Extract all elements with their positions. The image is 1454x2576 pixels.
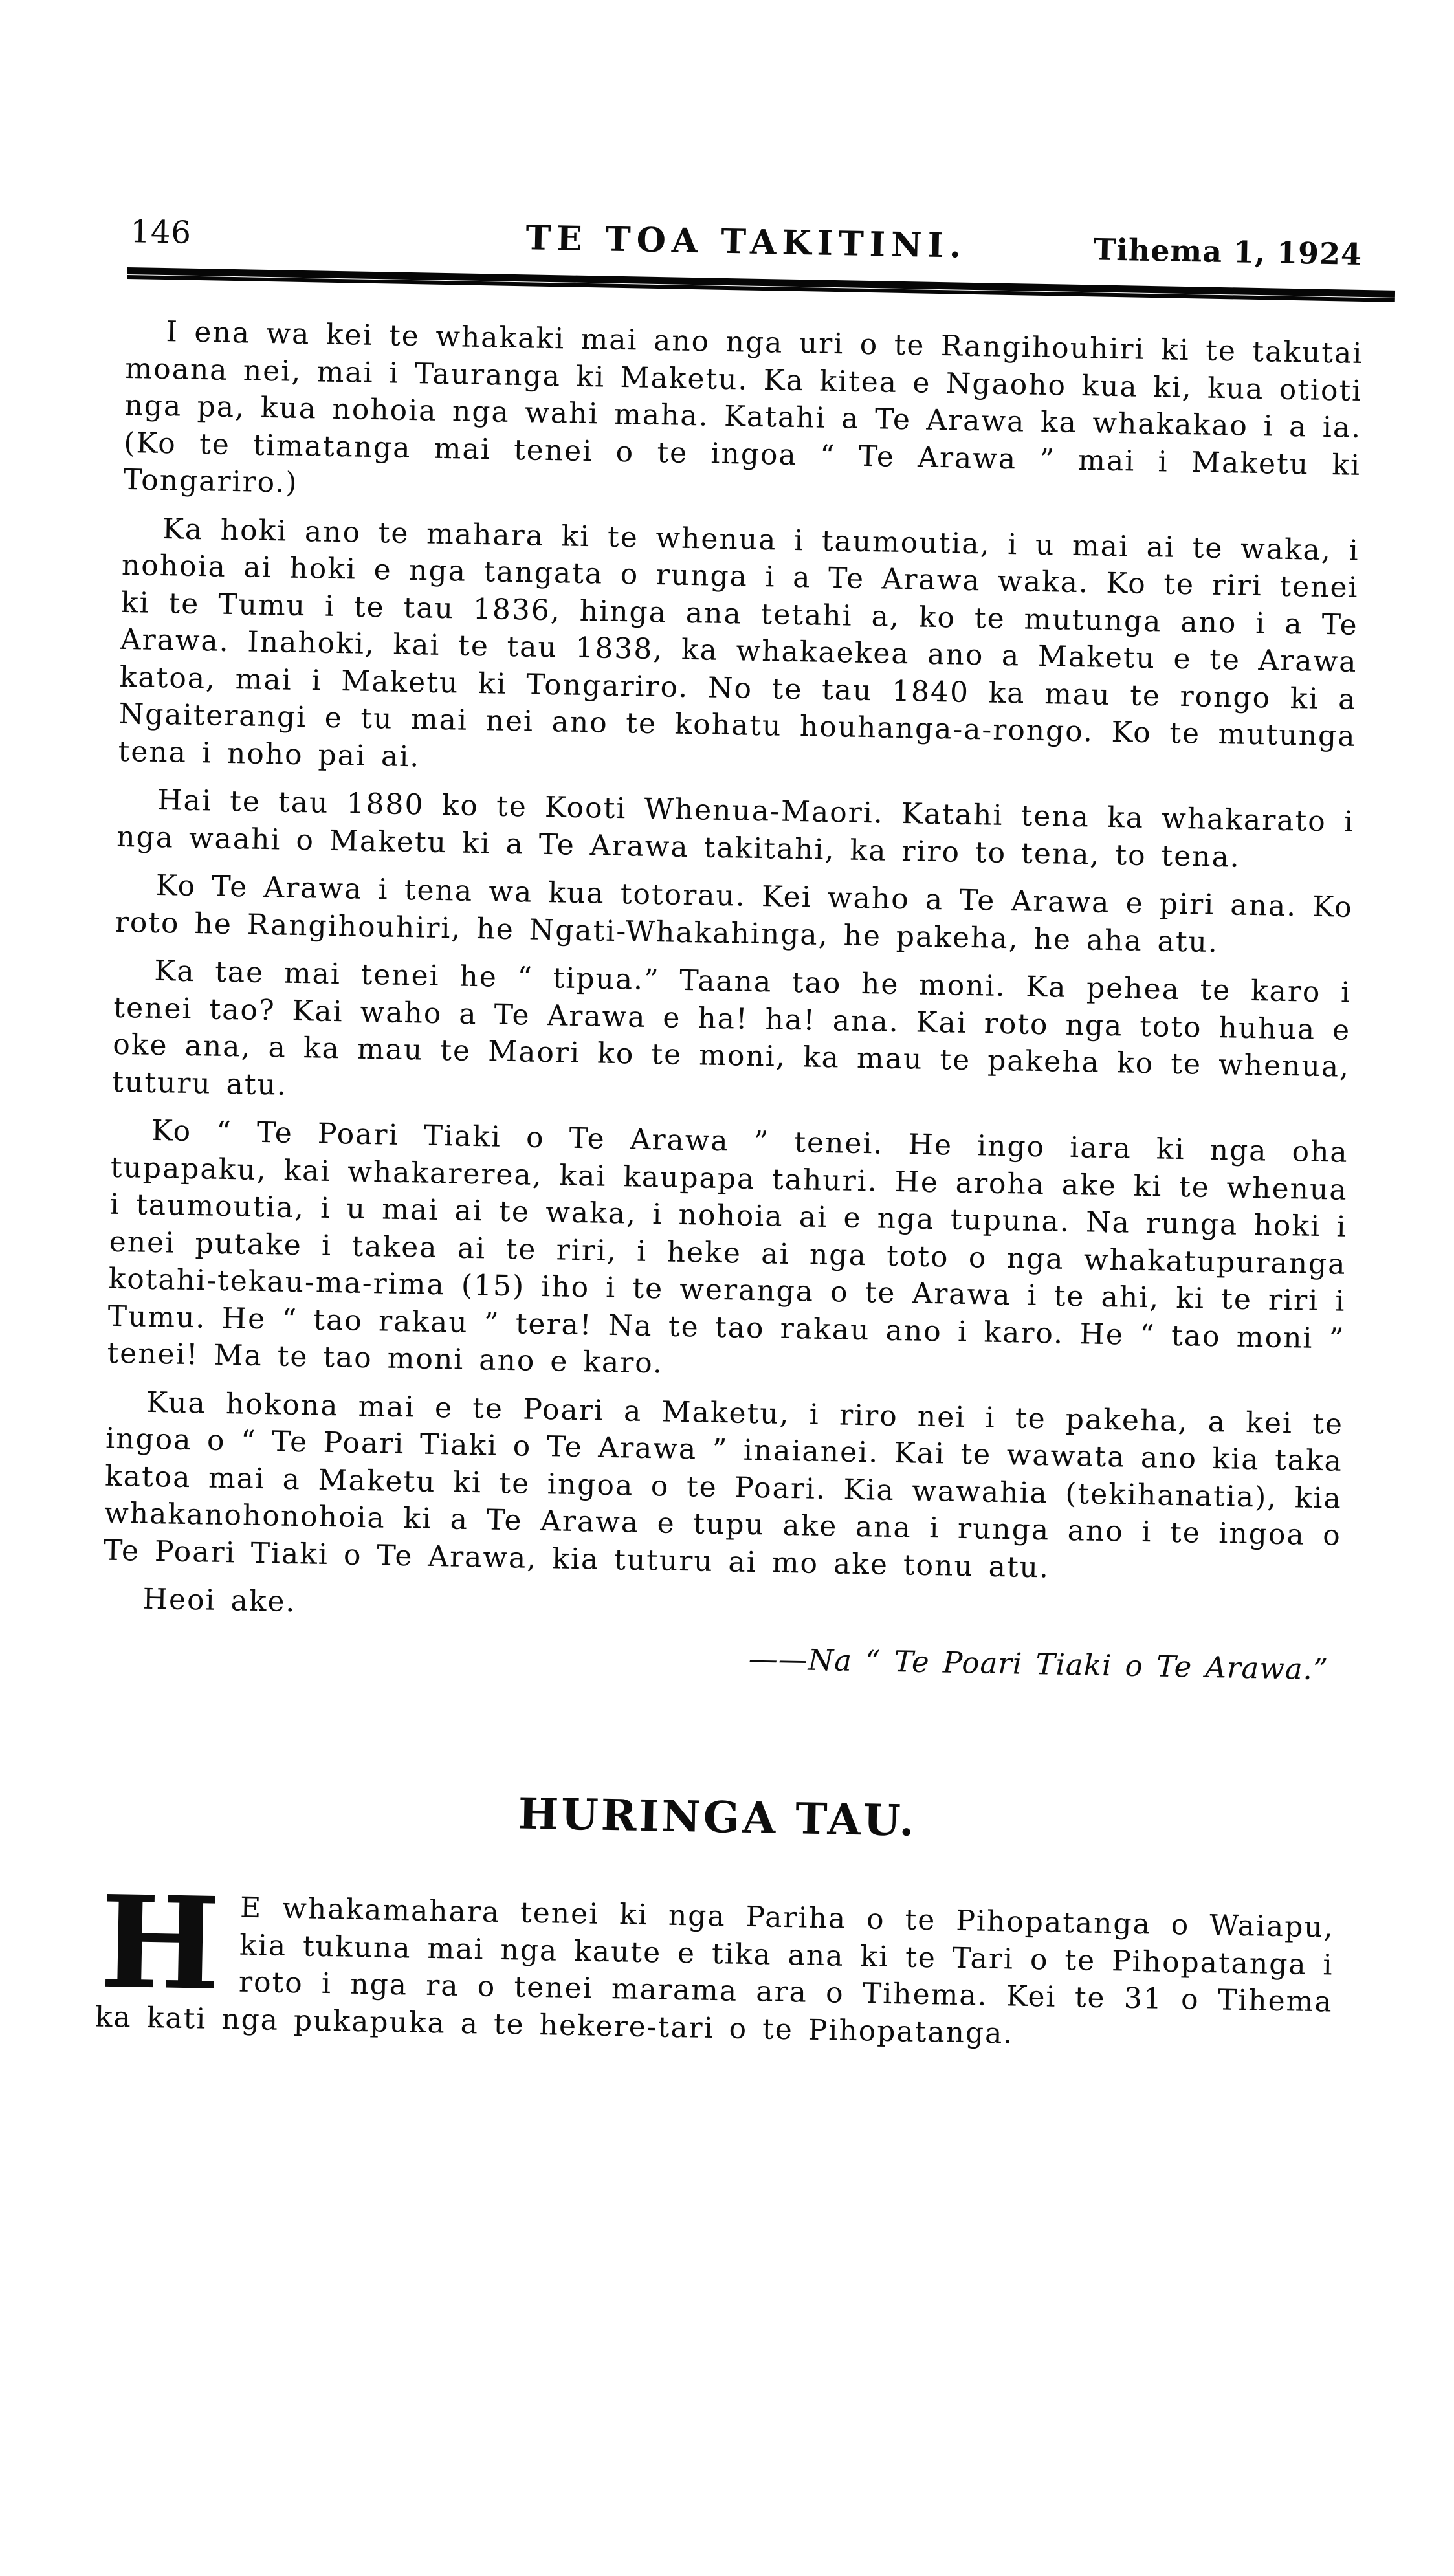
closing-line: Heoi ake. bbox=[142, 1582, 297, 1619]
article-body bbox=[102, 313, 1363, 1688]
masthead bbox=[127, 211, 1365, 273]
page-content bbox=[94, 211, 1365, 2058]
journal-title: TE TOA TAKITINI. bbox=[525, 218, 967, 266]
paragraph: Ko “ Te Poari Tiaki o Te Arawa ” tenei. He ingo iara ki nga oha tupapaku, kai whakarerea, kai kaupapa tahuri. He aroha ake ki te whenua i taumoutia, i u mai ai te waka, i nohoia ai e nga tupuna. Na runga hoki i enei putake i takea ai te riri, i heke ai nga toto o nga whakatupuranga kotahi-tekau-ma-rima (15) iho i te weranga o te Arawa i te ahi, ki te riri i Tumu. He “ tao rakau ” tera! Na te tao rakau ano i karo. He “ tao moni ” tenei! Ma te tao moni ano e karo. bbox=[107, 1114, 1349, 1380]
drop-cap-letter: H bbox=[98, 1867, 223, 2020]
article-signature: ——Na “ Te Poari Tiaki o Te Arawa.” bbox=[748, 1641, 1329, 1686]
paragraph: Ka tae mai tenei he “ tipua.” Taana tao he moni. Ka pehea te karo i tenei tao? Kai waho a Te Arawa e ha! ha! ana. Kai roto nga toto huhua e oke ana, a ka mau te Maori ko te moni, ka mau te pakeha ko te whenua, tuturu atu. bbox=[111, 954, 1352, 1102]
issue-date: Tihema 1, 1924 bbox=[1093, 232, 1363, 272]
section-paragraph: E whakamahara tenei ki nga Pariha o te Pihopatanga o Waiapu, kia tukuna mai nga kaute e tika ana ki te Tari o te Pihopatanga i roto i nga ra o tenei marama ara o Tihema. Kei te 31 o Tihema ka kati nga pukapuka a te hekere-tari o te Pihopatanga. bbox=[94, 1891, 1335, 2051]
section-heading: HURINGA TAU. bbox=[518, 1788, 918, 1846]
paragraph: Hai te tau 1880 ko te Kooti Whenua-Maori. Katahi tena ka whakarato i nga waahi o Maketu ki a Te Arawa takitahi, ka riro to tena, to tena. bbox=[116, 783, 1355, 874]
paragraph: Ko Te Arawa i tena wa kua totorau. Kei waho a Te Arawa e piri ana. Ko roto he Rangihouhiri, he Ngati-Whakahinga, he pakeha, he aha atu. bbox=[115, 868, 1354, 959]
paragraph: Kua hokona mai e te Poari a Maketu, i riro nei i te pakeha, a kei te ingoa o “ Te Poari Tiaki o Te Arawa ” inaianei. Kai te wawata ano kia taka katoa mai a Maketu ki te ingoa o te Poari. Kia wawahia (tekihanatia), kia whakanohonohoia ki a Te Arawa e tupu ake ana i runga ano i te ingoa o Te Poari Tiaki o Te Arawa, kia tuturu ai mo ake tonu atu. bbox=[103, 1385, 1344, 1584]
masthead-double-rule bbox=[127, 267, 1395, 302]
paragraph: Ka hoki ano te mahara ki te whenua i taumoutia, i u mai ai te waka, i nohoia ai hoki e nga tangata o runga i a Te Arawa waka. Ko te riri tenei ki te Tumu i te tau 1836, hinga ana tetahi a, ko te mutunga ano i a Te Arawa. Inahoki, kai te tau 1838, ka whakaekea ano a Maketu e te Arawa katoa, mai i Maketu ki Tongariro. No te tau 1840 ka mau te rongo ki a Ngaiterangi e tu mai nei ano te kohatu houhanga-a-rongo. Ko te mutunga tena i noho pai ai. bbox=[118, 512, 1360, 773]
paragraph: I ena wa kei te whakaki mai ano nga uri o te Rangihouhiri ki te takutai moana nei, mai i Tauranga ki Maketu. Ka kitea e Ngaoho kua ki, kua otioti nga pa, kua nohoia nga wahi maha. Katahi a Te Arawa ka whakakao i a ia. (Ko te timatanga mai tenei o te ingoa “ Te Arawa ” mai i Maketu ki Tongariro.) bbox=[122, 315, 1363, 500]
section-body bbox=[94, 1867, 1335, 2058]
page-number: 146 bbox=[129, 214, 192, 251]
